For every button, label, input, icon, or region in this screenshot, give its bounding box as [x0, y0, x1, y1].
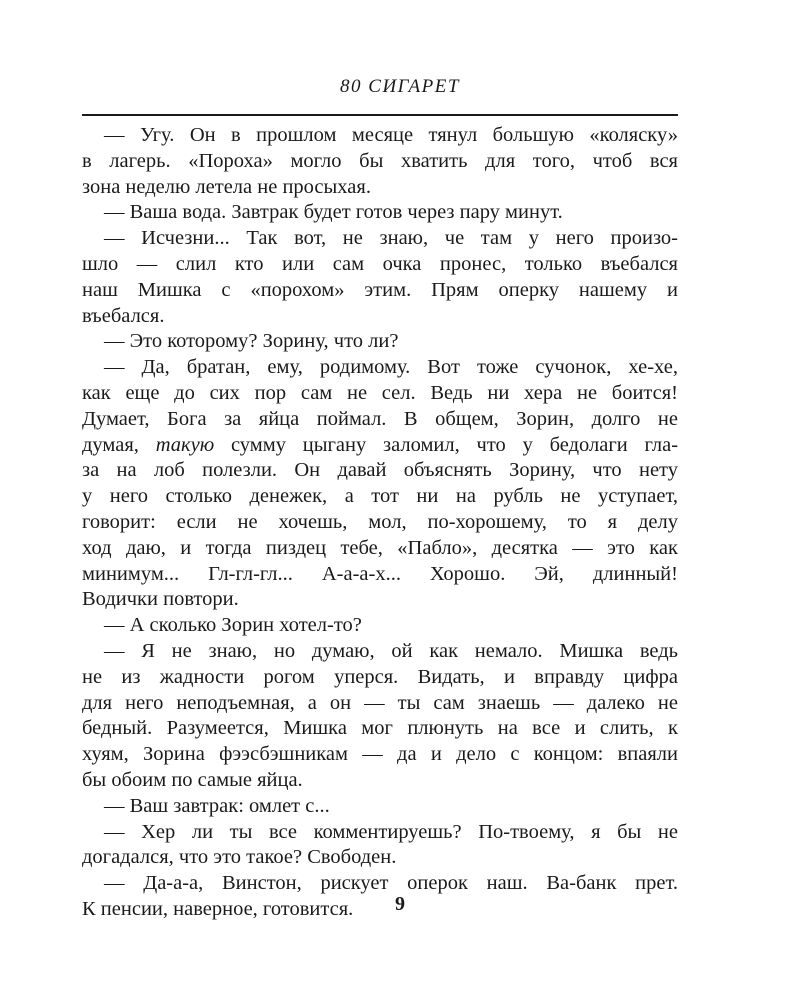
text-line: [82, 562, 678, 588]
text-line: [82, 691, 678, 717]
text-line: [82, 433, 678, 459]
line-text: К пенсии, наверное, готовится.: [82, 897, 354, 920]
text-line: [82, 845, 678, 871]
line-text: въебался.: [82, 304, 165, 327]
text-line: [82, 820, 678, 846]
line-text: — Да-а-а, Винстон, рискует оперок наш. Ва-банк прет.: [104, 872, 678, 895]
text-line: [82, 794, 678, 820]
line-text: не из жадности рогом уперся. Видать, и вправду цифра: [82, 665, 678, 688]
text-line: [82, 587, 678, 613]
line-text: Водички повтори.: [82, 588, 239, 611]
text-line: [82, 407, 678, 433]
text-line: [82, 252, 678, 278]
text-line: [82, 226, 678, 252]
line-text: — Хер ли ты все комментируешь? По-твоему, я бы не: [104, 820, 678, 843]
text-line: [82, 510, 678, 536]
text-line: [82, 175, 678, 201]
text-line: [82, 484, 678, 510]
line-text-continued: сумму цыгану заломил, что у бедолаги гла-: [230, 433, 679, 456]
text-line: [82, 278, 678, 304]
text-line: [82, 304, 678, 330]
text-line: [82, 200, 678, 226]
running-header: 80 СИГАРЕТ: [340, 76, 460, 97]
text-line: [82, 716, 678, 742]
line-text: за на лоб полезли. Он давай объяснять Зорину, что нету: [82, 459, 678, 482]
text-line: [82, 123, 678, 149]
line-text: наш Мишка с «порохом» этим. Прям оперку нашему и: [82, 278, 678, 301]
line-text: — Угу. Он в прошлом месяце тянул большую «коляску»: [104, 124, 678, 146]
line-text: бедный. Разумеется, Мишка мог плюнуть на все и слить, к: [82, 717, 678, 740]
line-text: догадался, что это такое? Свободен.: [82, 846, 397, 869]
line-text: — Я не знаю, но думаю, ой как немало. Мишка ведь: [104, 639, 678, 662]
line-text: — Исчезни... Так вот, не знаю, че там у него произо-: [104, 227, 678, 250]
text-line: [82, 613, 678, 639]
text-line: [82, 536, 678, 562]
line-text: Думает, Бога за яйца поймал. В общем, Зорин, долго не: [82, 407, 678, 430]
line-text: как еще до сих пор сам не сел. Ведь ни хера не боится!: [82, 381, 678, 404]
text-line: [82, 742, 678, 768]
text-line: [82, 768, 678, 794]
line-text: — Это которому? Зорину, что ли?: [104, 330, 399, 353]
body-text: [82, 123, 678, 923]
line-text: думая,: [82, 433, 139, 456]
text-line: [82, 149, 678, 175]
line-text: для него неподъемная, а он — ты сам знаешь — далеко не: [82, 691, 678, 714]
line-text: — А сколько Зорин хотел-то?: [104, 614, 362, 637]
line-text: минимум... Гл-гл-гл... А-а-а-х... Хорошо. Эй, длинный!: [82, 562, 678, 585]
line-text: ход даю, и тогда пиздец тебе, «Пабло», десятка — это как: [82, 536, 678, 559]
page-number: 9: [395, 893, 405, 915]
line-text: бы обоим по самые яйца.: [82, 768, 303, 791]
text-line: [82, 355, 678, 381]
line-text: в лагерь. «Пороха» могло бы хватить для того, чтоб вся: [82, 149, 678, 172]
emphasized-word: такую: [155, 433, 215, 456]
line-text: хуям, Зорина фээсбэшникам — да и дело с концом: впаяли: [82, 743, 678, 766]
line-text: говорит: если не хочешь, мол, по-хорошему, то я делу: [82, 510, 678, 533]
header-rule: [82, 114, 678, 116]
text-line: [82, 639, 678, 665]
text-line: [82, 458, 678, 484]
text-line: [82, 329, 678, 355]
line-text: — Ваш завтрак: омлет с...: [104, 794, 330, 817]
line-text: — Ваша вода. Завтрак будет готов через пару минут.: [104, 201, 563, 224]
text-line: [82, 381, 678, 407]
text-line: [82, 665, 678, 691]
line-text: зона неделю летела не просыхая.: [82, 175, 371, 198]
line-text: шло — слил кто или сам очка пронес, только въебался: [82, 252, 678, 275]
line-text: у него столько денежек, а тот ни на рубль не уступает,: [82, 485, 678, 508]
line-text: — Да, братан, ему, родимому. Вот тоже сучонок, хе-хе,: [104, 356, 678, 379]
